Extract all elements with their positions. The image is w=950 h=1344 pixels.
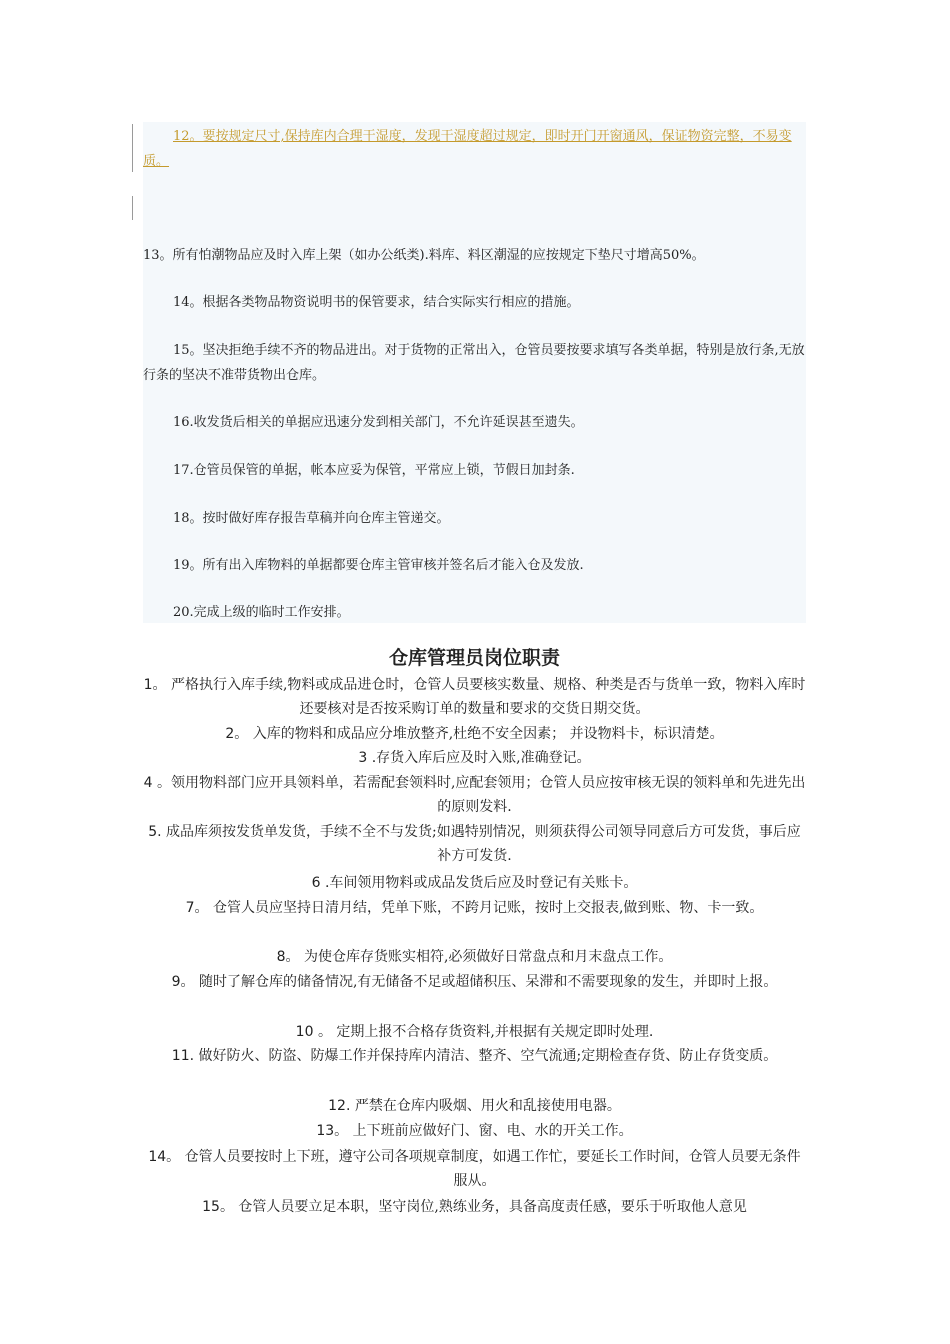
duty-item-8 <box>143 945 806 969</box>
duty-number: 11. <box>171 1048 195 1064</box>
duty-item-3 <box>143 746 806 770</box>
note-15: 15。坚决拒绝手续不齐的物品进出。对于货物的正常出入，仓管员要按要求填写各类单据，特别是放行条,无放行条的坚决不准带货物出仓库。 <box>143 343 805 383</box>
note-13: 13。所有怕潮物品应及时入库上架（如办公纸类).料库、料区潮湿的应按规定下垫尺寸增高50%。 <box>143 248 705 263</box>
duty-number: 6 <box>311 875 321 891</box>
note-12 <box>143 124 806 174</box>
note-16: 16.收发货后相关的单据应迅速分发到相关部门，不允许延误甚至遗失。 <box>173 415 584 430</box>
duty-number: 15。 <box>202 1199 234 1215</box>
duty-text: 。领用物料部门应开具领料单，若需配套领料时,应配套领用；仓管人员应按审核无误的领料单和先进先出的原则发料. <box>156 775 806 816</box>
duty-item-6 <box>143 871 806 895</box>
note-19: 19。所有出入库物料的单据都要仓库主管审核并签名后才能入仓及发放. <box>173 558 584 573</box>
duty-number: 10 <box>295 1024 314 1040</box>
revision-marker <box>132 124 133 172</box>
note-14: 14。根据各类物品物资说明书的保管要求，结合实际实行相应的措施。 <box>173 295 580 310</box>
duty-item-5 <box>143 820 806 869</box>
duty-item-13 <box>143 1119 806 1143</box>
duty-text: 。 定期上报不合格存货资料,并根据有关规定即时处理. <box>317 1024 654 1040</box>
duty-number: 2。 <box>225 726 249 742</box>
note-17: 17.仓管员保管的单据，帐本应妥为保管，平常应上锁，节假日加封条. <box>173 463 575 478</box>
duty-item-14 <box>143 1145 806 1194</box>
duty-item-4 <box>143 771 806 820</box>
duty-text: 严禁在仓库内吸烟、用火和乱接使用电器。 <box>354 1098 621 1114</box>
duty-number: 3 <box>358 750 368 766</box>
duty-item-2 <box>143 722 806 746</box>
duty-item-10 <box>143 1020 806 1044</box>
duty-number: 9。 <box>171 974 195 990</box>
duty-text: 成品库须按发货单发货，手续不全不与发货;如遇特别情况，则须获得公司领导同意后方可发货，事后应补方可发货. <box>166 824 801 865</box>
duty-text: 仓管人员应坚持日清月结，凭单下账，不跨月记账，按时上交报表,做到账、物、卡一致。 <box>212 900 764 916</box>
section-title: 仓库管理员岗位职责 <box>388 647 560 669</box>
note-18: 18。按时做好库存报告草稿并向仓库主管递交。 <box>173 511 450 526</box>
duty-text: .存货入库后应及时入账,准确登记。 <box>371 750 591 766</box>
duty-text: 为使仓库存货账实相符,必须做好日常盘点和月末盘点工作。 <box>303 949 673 965</box>
note-20: 20.完成上级的临时工作安排。 <box>173 605 350 620</box>
duty-text: 严格执行入库手续,物料或成品进仓时，仓管人员要核实数量、规格、种类是否与货单一致，物料入库时还要核对是否按采购订单的数量和要求的交货日期交货。 <box>170 677 806 718</box>
duty-item-7 <box>143 896 806 920</box>
duty-text: 做好防火、防盗、防爆工作并保持库内清洁、整齐、空气流通;定期检查存货、防止存货变质。 <box>198 1048 778 1064</box>
duty-number: 4 <box>143 775 153 791</box>
duty-text: 入库的物料和成品应分堆放整齐,杜绝不安全因素； 并设物料卡，标识清楚。 <box>252 726 724 742</box>
duty-item-11 <box>143 1044 806 1068</box>
duty-number: 13。 <box>316 1123 349 1139</box>
duty-number: 7。 <box>185 900 209 916</box>
duty-item-1 <box>143 673 806 722</box>
duty-number: 1。 <box>143 677 167 693</box>
duty-item-15 <box>143 1195 806 1219</box>
duty-text: 上下班前应做好门、窗、电、水的开关工作。 <box>352 1123 633 1139</box>
revision-marker <box>132 196 133 220</box>
duty-text: 仓管人员要立足本职，坚守岗位,熟练业务，具备高度责任感，要乐于听取他人意见 <box>238 1199 747 1215</box>
duty-text: 仓管人员要按时上下班，遵守公司各项规章制度，如遇工作忙，要延长工作时间，仓管人员要无条件服从。 <box>184 1149 801 1190</box>
duty-number: 8。 <box>276 949 300 965</box>
duty-item-12 <box>143 1094 806 1118</box>
duty-text: 随时了解仓库的储备情况,有无储备不足或超储积压、呆滞和不需要现象的发生，并即时上报。 <box>198 974 778 990</box>
duty-number: 12. <box>328 1098 351 1114</box>
duty-text: .车间领用物料或成品发货后应及时登记有关账卡。 <box>324 875 638 891</box>
duty-item-9 <box>143 970 806 994</box>
note-12-text: 12。要按规定尺寸,保持库内合理干湿度，发现干湿度超过规定，即时开门开窗通风，保证物资完整，不易变质。 <box>143 129 792 169</box>
duty-number: 14。 <box>148 1149 181 1165</box>
duty-number: 5. <box>148 824 162 840</box>
